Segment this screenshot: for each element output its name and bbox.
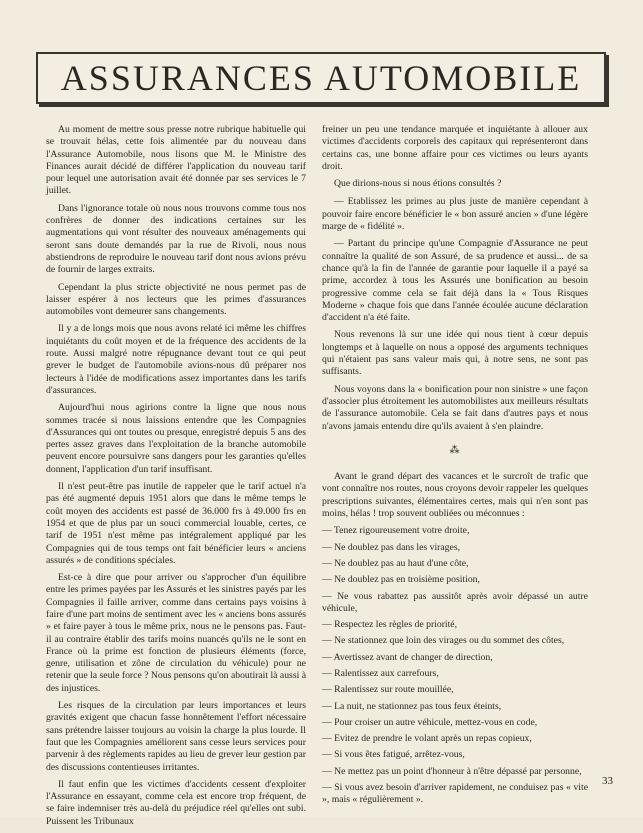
rule-item: — Evitez de prendre le volant après un repas copieux, xyxy=(322,733,532,745)
paragraph: Au moment de mettre sous presse notre rubrique habituelle qui se trouvait hélas, cette fois alimentée par du nouveau dans l'Assurance Automobile, nous lisons que M. le Ministre des Finances aurait décidé de différer l'application du nouveau tarif pour lequel une autorisation avait été donnée par ses services le 7 juillet. xyxy=(46,124,306,197)
paragraph: Les risques de la circulation par leurs importances et leurs gravités exigent que chacun fasse honnêtement l'effort nécessaire sans prétendre laisser toujours au voisin la charge la plus lourde. Il faut que les Compagnies améliorent sans cesse leurs services pour parvenir à des règlements rapides au lieu de grever leur gestion par des discussions contentieuses irritantes. xyxy=(46,700,306,773)
section-separator: ⁂ xyxy=(449,444,461,456)
rule-item: — Avertissez avant de changer de direction, xyxy=(322,651,493,663)
rule-item: — Ne doublez pas au haut d'une côte, xyxy=(322,557,469,569)
rule-item: — Pour croiser un autre véhicule, mettez-vous en code, xyxy=(322,716,538,728)
paragraph: freiner un peu une tendance marquée et inquiétante à allouer aux victimes d'accidents corporels des capitaux qui représenteront dans certains cas, une bonne affaire pour ces victimes ou leurs ayants droit. xyxy=(322,124,588,172)
rule-item: — Ralentissez aux carrefours, xyxy=(322,667,439,679)
rule-item: — Ne doublez pas en troisième position, xyxy=(322,574,480,586)
rule-item: — Ne stationnez que loin des virages ou du sommet des côtes, xyxy=(322,635,565,647)
rule-item: — Ne mettez pas un point d'honneur à n'être dépassé par personne, xyxy=(322,765,582,777)
rule-item: — Respectez les règles de priorité, xyxy=(322,619,458,631)
right-column xyxy=(322,124,588,811)
question-line: Que dirions-nous si nous étions consultés ? xyxy=(334,178,502,190)
paragraph: Cependant la plus stricte objectivité ne nous permet pas de laisser espérer à nos lecteurs que les primes d'assurances automobiles vont demeurer sans changements. xyxy=(46,281,306,318)
paragraph: — Etablissez les primes au plus juste de manière cependant à pouvoir faire encore bénéficier le « bon assuré ancien » d'une légère marge de « fidélité ». xyxy=(322,196,588,233)
rule-item: — La nuit, ne stationnez pas tous feux éteints, xyxy=(322,700,502,712)
rule-item: — Si vous êtes fatigué, arrêtez-vous, xyxy=(322,749,465,761)
paragraph: Il y a de longs mois que nous avons relaté ici même les chiffres inquiétants du coût moyen et de la fréquence des accidents de la route. Aussi malgré notre répugnance devant tout ce qui peut grever le budget de l'automobile avions-nous dû préparer nos lecteurs à l'idée de modifications assez importantes dans les tarifs d'assurances. xyxy=(46,323,306,396)
paragraph: Aujourd'hui nous agirions contre la ligne que nous nous sommes tracée si nous laissions entendre que les Compagnies d'Assurances qui ont toutes ou presque, enregistré depuis 5 ans des pertes assez graves dans l'exploitation de la branche automobile peuvent encore poursuivre sans dangers pour les garanties qu'elles donnent, l'application d'un tarif insuffisant. xyxy=(46,402,306,475)
paragraph: Dans l'ignorance totale où nous nous trouvons comme tous nos confrères de donner des indications certaines sur les augmentations qui vont résulter des nouveaux aménagements qui seront sans doute demandés par la rue de Rivoli, nous nous abstiendrons de reproduire le nouveau tarif dont nous avions prévu de fournir de larges extraits. xyxy=(46,202,306,276)
page-title: ASSURANCES AUTOMOBILE xyxy=(60,58,582,98)
paragraph: Est-ce à dire que pour arriver ou s'approcher d'un équilibre entre les primes payées par les Assurés et les sinistres payés par les Compagnies il faille arriver, comme dans certains pays voisins à faire d'une part moins de sentiment avec les « anciens bons assurés » et faire payer à tous le même prix, nous ne le pensons pas. Faut-il au contraire établir des tarifs moins nuancés qu'ils ne le sont en France où la prime est fonction de plusieurs éléments (force, genre, utilisation et zône de circulation du véhicule) pour ne retenir que la seule force ? Nous pensons qu'on aboutirait là aussi à des injustices. xyxy=(46,572,306,694)
rule-item: — Ne doublez pas dans les virages, xyxy=(322,541,461,553)
left-column xyxy=(46,124,306,833)
rule-item: — Ne vous rabattez pas aussitôt après avoir dépassé un autre véhicule, xyxy=(322,590,588,614)
page-number: 33 xyxy=(602,775,613,787)
paragraph: Il faut enfin que les victimes d'accidents cessent d'exploiter l'Assurance en essayant, comme cela est encore trop fréquent, de se faire indemniser très au-delà du préjudice réel qu'elles ont subi. Puissent les Tribunaux xyxy=(46,778,306,827)
rule-item: — Ralentissez sur route mouillée, xyxy=(322,684,454,696)
paragraph: — Partant du principe qu'une Compagnie d'Assurance ne peut connaître la qualité de son Assuré, de sa prudence et aussi... de sa chance qu'à la fin de l'année de garantie pour laquelle il a payé sa prime, accordez à tous les Assurés une bonification au besoin progressive comme cela se fait déjà dans la « Tous Risques Moderne » chaque fois que dans l'année écoulée aucune déclaration d'accident n'a été faite. xyxy=(322,238,588,324)
rule-item: — Tenez rigoureusement votre droite, xyxy=(322,525,470,537)
paragraph: Nous revenons là sur une idée qui nous tient à cœur depuis longtemps et à laquelle on nous a opposé des arguments techniques qui n'étaient pas sans valeur mais qui, à notre sens, ne sont pas suffisants. xyxy=(322,329,588,378)
paragraph: Il n'est peut-être pas inutile de rappeler que le tarif actuel n'a pas été augmenté depuis 1951 alors que dans le même temps le coût moyen des accidents est passé de 36.000 frs à 49.000 frs en 1954 et que de plus par un souci commercial louable, certes, ce tarif de 1951 n'est même pas intégralement appliqué par les Compagnies qui de tous temps ont fait bénéficier leurs « anciens assurés » de conditions spéciales. xyxy=(46,481,306,566)
rule-item: — Si vous avez besoin d'arriver rapidement, ne conduisez pas « vite », mais « régulièrement ». xyxy=(322,782,588,806)
title-frame xyxy=(36,52,606,104)
paragraph: Nous voyons dans la « bonification pour non sinistre » une façon d'associer plus étroitement les automobilistes aux meilleurs résultats de l'assurance automobile. Cela se fait dans d'autres pays et nous n'avons jamais entendu dire qu'ils avaient à s'en plaindre. xyxy=(322,383,588,432)
paragraph: Avant le grand départ des vacances et le surcroît de trafic que vont connaître nos routes, nous croyons devoir rappeler les quelques prescriptions suivantes, élémentaires certes, mais qui n'en sont pas moins, hélas ! trop souvent oubliées ou méconnues : xyxy=(322,471,588,520)
